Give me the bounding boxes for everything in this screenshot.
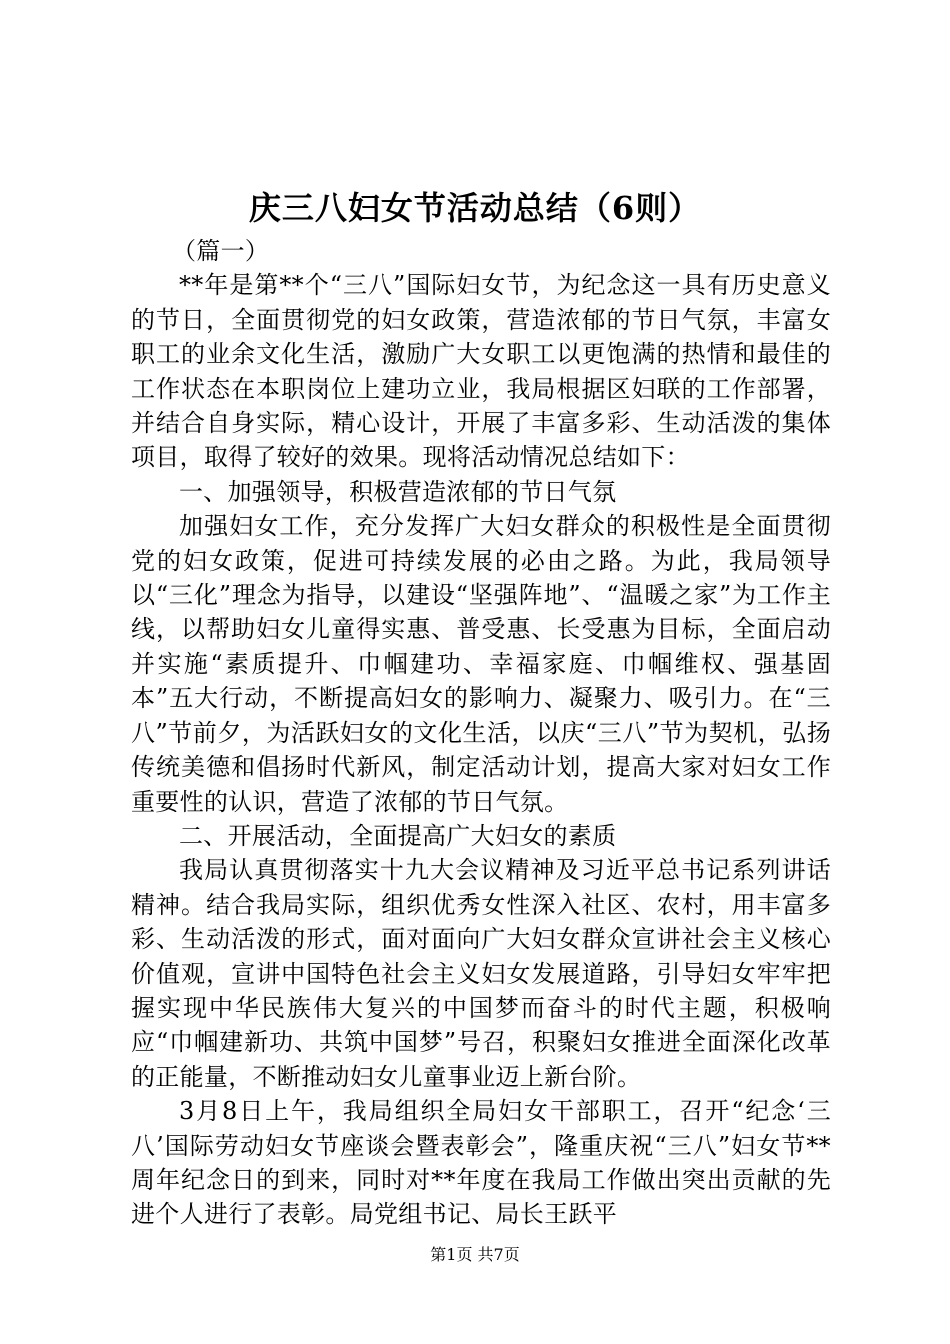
heading-two: 二、开展活动，全面提高广大妇女的素质: [179, 821, 617, 850]
section-label: （篇一）: [172, 237, 270, 265]
paragraph-leadership: 加强妇女工作，充分发挥广大妇女群众的积极性是全面贯彻党的妇女政策，促进可持续发展的必由之路。为此，我局领导以“三化”理念为指导，以建设“坚强阵地”、“温暖之家”为工作主线，以帮助妇女儿童得实惠、普受惠、长受惠为目标，全面启动并实施“素质提升、巾帼建功、幸福家庭、巾帼维权、强基固本”五大行动，不断提高妇女的影响力、凝聚力、吸引力。在“三八”节前夕，为活跃妇女的文化生活，以庆“三八”节为契机，弘扬传统美德和倡扬时代新风，制定活动计划，提高大家对妇女工作重要性的认识，营造了浓郁的节日气氛。: [131, 512, 831, 816]
heading-one: 一、加强领导，积极营造浓郁的节日气氛: [179, 477, 617, 506]
paragraph-activities: 我局认真贯彻落实十九大会议精神及习近平总书记系列讲话精神。结合我局实际，组织优秀女性深入社区、农村，用丰富多彩、生动活泼的形式，面对面向广大妇女群众宣讲社会主义核心价值观，宣讲中国特色社会主义妇女发展道路，引导妇女牢牢把握实现中华民族伟大复兴的中国梦而奋斗的时代主题，积极响应“巾帼建新功、共筑中国梦”号召，积聚妇女推进全面深化改革的正能量，不断推动妇女儿童事业迈上新台阶。: [131, 856, 831, 1091]
paragraph-meeting: 3月8日上午，我局组织全局妇女干部职工，召开“纪念‘三八’国际劳动妇女节座谈会暨表彰会”，隆重庆祝“三八”妇女节**周年纪念日的到来，同时对**年度在我局工作做出突出贡献的先进个人进行了表彰。局党组书记、局长王跃平: [131, 1097, 831, 1229]
document-title: 庆三八妇女节活动总结（6则）: [248, 189, 702, 227]
paragraph-intro: **年是第**个“三八”国际妇女节，为纪念这一具有历史意义的节日，全面贯彻党的妇女政策，营造浓郁的节日气氛，丰富女职工的业余文化生活，激励广大女职工以更饱满的热情和最佳的工作状态在本职岗位上建功立业，我局根据区妇联的工作部署，并结合自身实际，精心设计，开展了丰富多彩、生动活泼的集体项目，取得了较好的效果。现将活动情况总结如下：: [131, 271, 831, 472]
document-body: [131, 234, 831, 1232]
page-footer: 第1页 共7页: [430, 1245, 520, 1264]
